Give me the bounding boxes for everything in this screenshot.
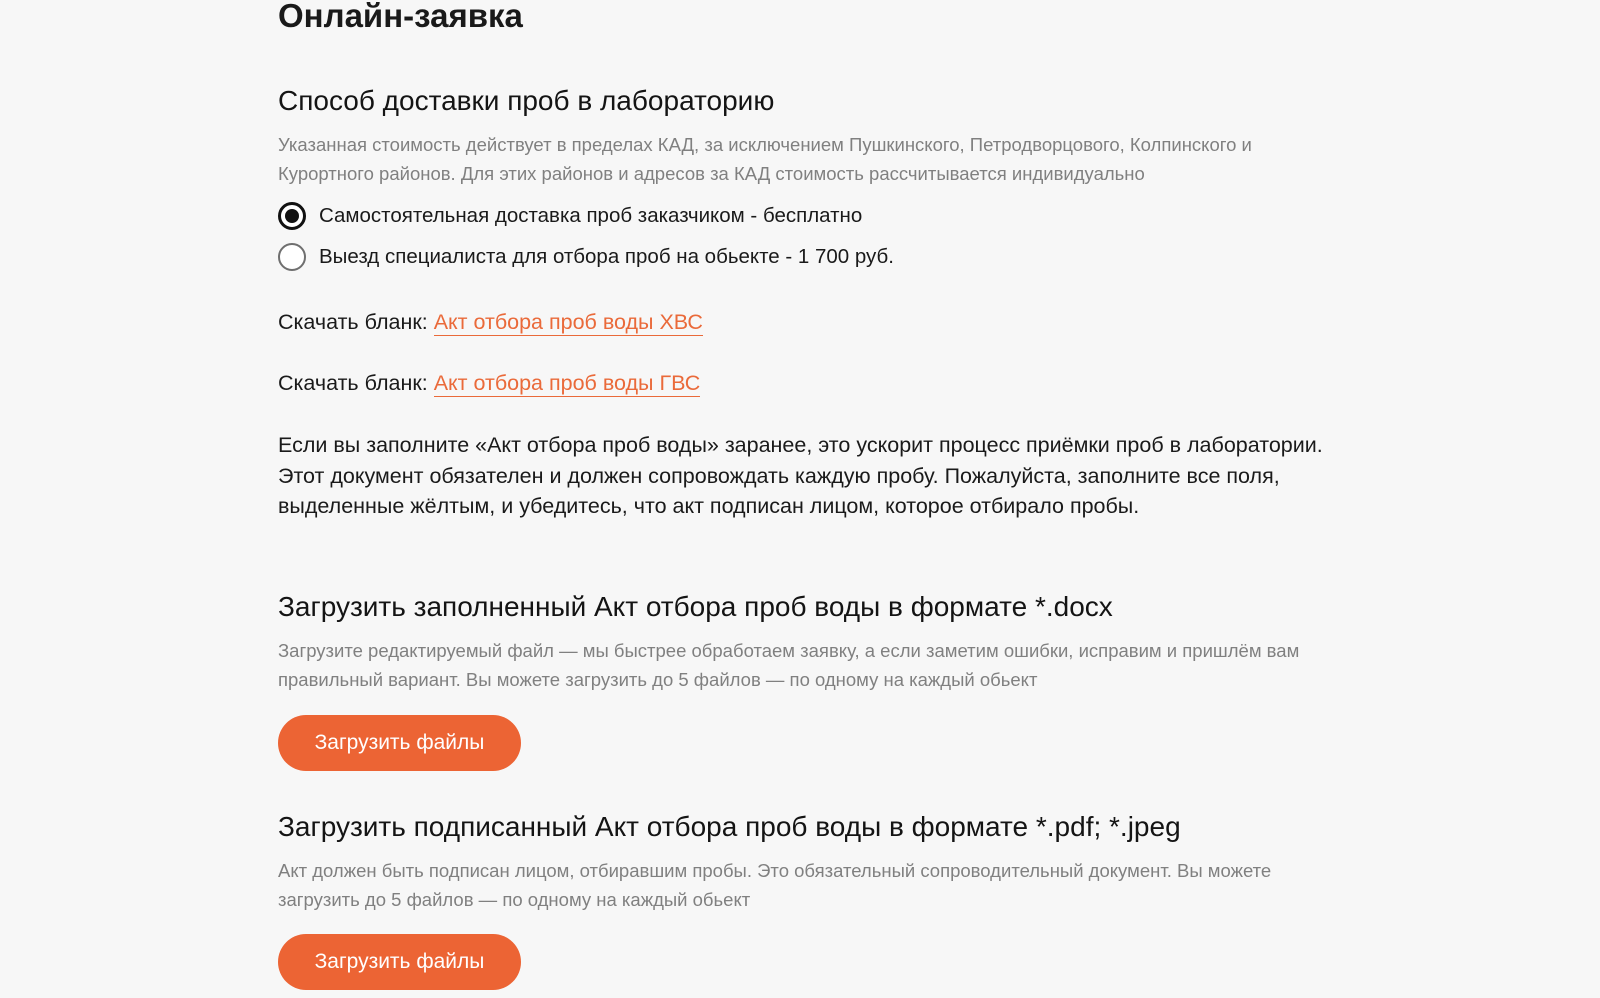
- upload-signed-title: Загрузить подписанный Акт отбора проб воды в формате *.pdf; *.jpeg: [278, 811, 1181, 842]
- upload-signed-button[interactable]: Загрузить файлы: [278, 934, 521, 990]
- radio-unchecked-icon[interactable]: [278, 243, 306, 271]
- sampling-act-info: Если вы заполните «Акт отбора проб воды» заранее, это ускорит процесс приёмки проб в лаборатории. Этот документ обязателен и должен сопровождать каждую пробу. Пожалуйста, заполните все поля, выделенные жёлтым, и убедитесь, что акт подписан лицом, которое отбирало пробы.: [278, 433, 1323, 518]
- radio-specialist-visit-label: Выезд специалиста для отбора проб на обьекте - 1 700 руб.: [319, 245, 894, 268]
- radio-self-delivery-label: Самостоятельная доставка проб заказчиком - бесплатно: [319, 204, 863, 227]
- delivery-price-note: Указанная стоимость действует в пределах КАД, за исключением Пушкинского, Петродворцового, Колпинского и Курортного районов. Для этих районов и адресов за КАД стоимость рассчитывается индивидуально: [278, 134, 1252, 184]
- page-title: Онлайн-заявка: [278, 0, 523, 34]
- download-link-hvs[interactable]: Акт отбора проб воды ХВС: [433, 310, 703, 334]
- radio-self-delivery[interactable]: [278, 201, 862, 231]
- download-form-gvs: [278, 367, 700, 399]
- download-prefix-label: Скачать бланк:: [278, 371, 434, 395]
- radio-checked-icon[interactable]: [278, 202, 306, 230]
- download-form-hvs: [278, 306, 703, 338]
- upload-docx-hint: Загрузите редактируемый файл — мы быстрее обработаем заявку, а если заметим ошибки, исправим и пришлём вам правильный вариант. Вы можете загрузить до 5 файлов — по одному на каждый обьект: [278, 640, 1300, 690]
- upload-signed-hint: Акт должен быть подписан лицом, отбиравшим пробы. Это обязательный сопроводительный документ. Вы можете загрузить до 5 файлов — по одному на каждый обьект: [278, 860, 1272, 910]
- download-link-gvs[interactable]: Акт отбора проб воды ГВС: [433, 371, 701, 395]
- upload-docx-button[interactable]: Загрузить файлы: [278, 715, 521, 771]
- delivery-method-title: Способ доставки проб в лабораторию: [278, 85, 775, 116]
- radio-specialist-visit[interactable]: [278, 242, 894, 272]
- upload-docx-title: Загрузить заполненный Акт отбора проб воды в формате *.docx: [278, 591, 1113, 622]
- download-prefix-label: Скачать бланк:: [278, 310, 434, 334]
